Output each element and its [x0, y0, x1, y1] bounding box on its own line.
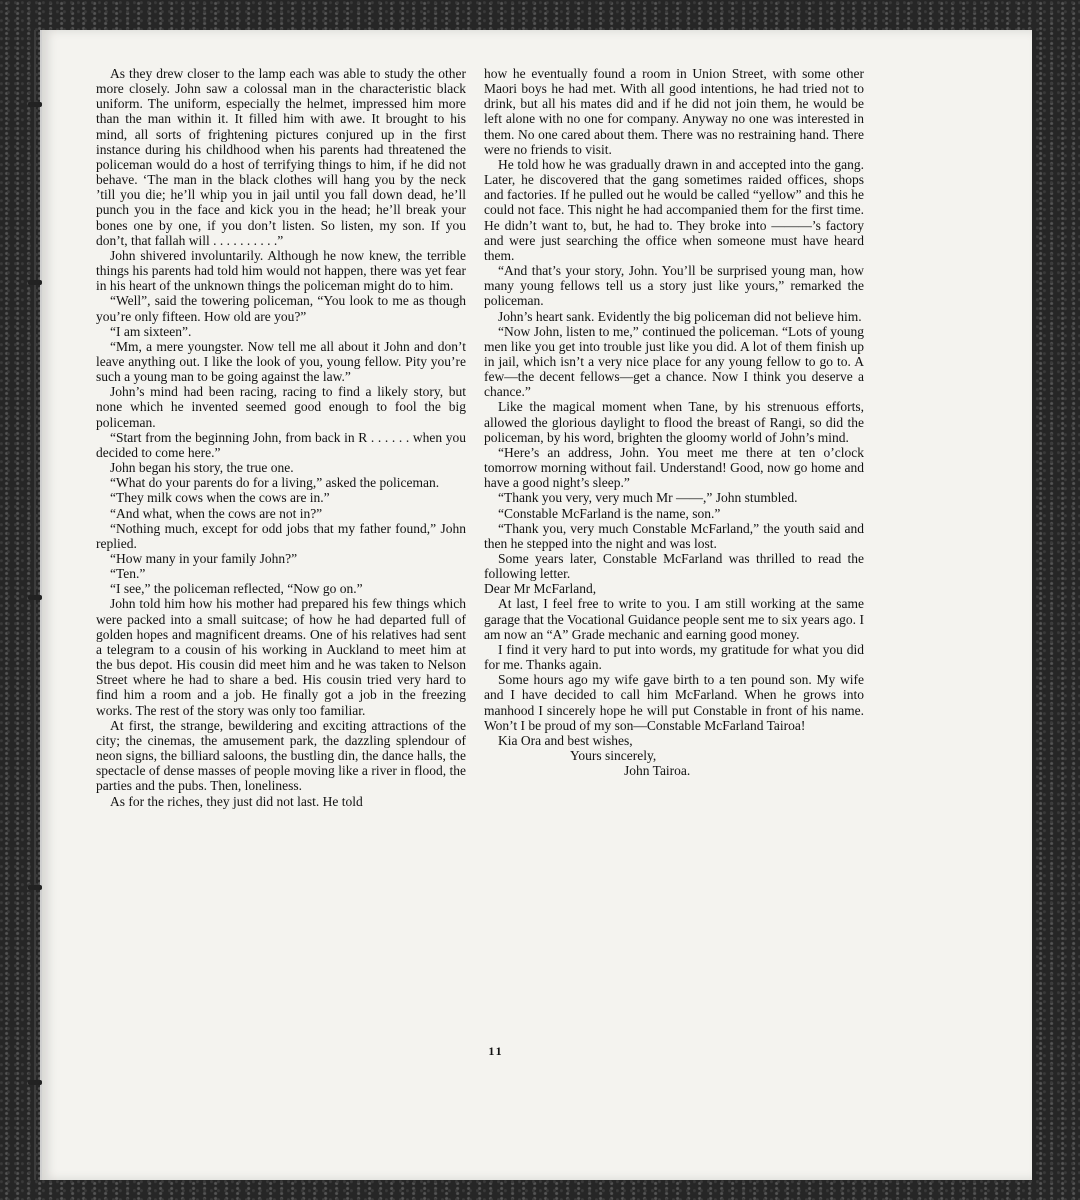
paragraph: “Start from the beginning John, from back in R . . . . . . when you decided to come here.”: [96, 429, 466, 460]
paragraph: “Mm, a mere youngster. Now tell me all about it John and don’t leave anything out. I like the look of you, young fellow. Pity you’re such a young man to be going against the law.”: [96, 338, 466, 385]
paragraph: “Nothing much, except for odd jobs that my father found,” John replied.: [96, 520, 466, 551]
paragraph: “What do your parents do for a living,” asked the policeman.: [110, 475, 440, 491]
letter-paragraph: I find it very hard to put into words, my gratitude for what you did for me. Thanks again.: [484, 641, 864, 673]
paragraph: “Constable McFarland is the name, son.”: [498, 505, 721, 521]
binding-staple: [28, 595, 42, 600]
paragraph: “How many in your family John?”: [110, 551, 298, 566]
paragraph: “And what, when the cows are not in?”: [110, 505, 323, 521]
paragraph: John began his story, the true one.: [110, 460, 294, 476]
paragraph: As for the riches, they just did not last. He told: [110, 793, 363, 809]
paragraph: “Ten.”: [110, 566, 146, 582]
paragraph: As they drew closer to the lamp each was able to study the other more closely. John saw a colossal man in the characteristic black uniform. The uniform, especially the helmet, impressed him more than the man within it. It filled him with awe. It brought to his mind, all sorts of frightening pictures conjured up in the first instance during his childhood when his parents had threatened the policeman would do a host of terrifying things to him, if he did not behave. ‘The man in the black clothes will hang you by the neck ’till you die; he’ll whip you in jail until you fall down dead, he’ll punch you in the face and kick you in the head; he’ll break your bones one by one, if you don’t listen. So listen, my son. If you don’t, that fallah will . . . . . . . . . .”: [96, 66, 466, 248]
paragraph: Like the magical moment when Tane, by his strenuous efforts, allowed the glorious daylight to flood the breast of Rangi, so did the policeman, by his word, brighten the gloomy world of John’s mind.: [484, 399, 864, 445]
paragraph: “Thank you, very much Constable McFarland,” the youth said and then he stepped into the night and was lost.: [484, 520, 864, 551]
letter-signature: John Tairoa.: [624, 763, 691, 779]
letter-paragraph: Kia Ora and best wishes,: [498, 732, 633, 748]
letter-paragraph: Some hours ago my wife gave birth to a ten pound son. My wife and I have decided to call him McFarland. When he grows into manhood I sincerely hope he will put Constable in front of his name. Won’t I be proud of my son—Constable McFarland Tairoa!: [484, 672, 864, 733]
paragraph: He told how he was gradually drawn in and accepted into the gang. Later, he discovered that the gang sometimes raided offices, shops and factories. If he pulled out he would be called “yellow” and this he could not face. This night he had accompanied them for the first time. He didn’t want to, but, he had to. They broke into ———’s factory and were just searching the office when someone must have heard them.: [484, 156, 864, 263]
binding-staple: [28, 102, 42, 107]
paragraph: “Thank you very, very much Mr ——,” John stumbled.: [498, 490, 798, 506]
paragraph: “And that’s your story, John. You’ll be surprised young man, how many young fellows tell us a story just like yours,” remarked the policeman.: [484, 263, 864, 309]
page-number: 11: [488, 1044, 504, 1058]
paragraph: John’s heart sank. Evidently the big policeman did not believe him.: [498, 308, 862, 324]
paragraph: “I see,” the policeman reflected, “Now go on.”: [110, 581, 363, 597]
paragraph: “Well”, said the towering policeman, “You look to me as though you’re only fifteen. How old are you?”: [96, 293, 466, 324]
letter-closing: Yours sincerely,: [570, 748, 657, 764]
right-column: [484, 66, 864, 778]
paragraph: “Here’s an address, John. You meet me there at ten o’clock tomorrow morning without fail. Understand! Good, now go home and have a good night’s sleep.”: [484, 444, 864, 491]
letter-salutation: Dear Mr McFarland,: [484, 581, 597, 597]
binding-staple: [28, 1080, 42, 1085]
paragraph: “They milk cows when the cows are in.”: [110, 490, 330, 506]
paragraph: John shivered involuntarily. Although he now knew, the terrible things his parents had told him would not happen, there was yet fear in his heart of the unknown things the policeman might do to him.: [96, 247, 466, 294]
binding-staple: [28, 885, 42, 890]
paragraph: At first, the strange, bewildering and exciting attractions of the city; the cinemas, the amusement park, the dazzling splendour of neon signs, the billiard saloons, the bustling din, the dance halls, the spectacle of dense masses of people moving like a river in flood, the parties and the pubs. Then, loneliness.: [96, 717, 466, 794]
paragraph: “I am sixteen”.: [110, 323, 192, 339]
binding-spine: [34, 30, 36, 1180]
page-binding: [28, 30, 42, 1180]
letter-paragraph: At last, I feel free to write to you. I am still working at the same garage that the Vocational Guidance people sent me to six years ago. I am now an “A” Grade mechanic and earning good money.: [484, 596, 864, 642]
paragraph: “Now John, listen to me,” continued the policeman. “Lots of young men like you get into trouble just like you did. A lot of them finish up in jail, which isn’t a very nice place for any young fellow to go to. A few—the decent fellows—get a chance. Now I think you deserve a chance.”: [484, 323, 864, 400]
paragraph: Some years later, Constable McFarland was thrilled to read the following letter.: [484, 551, 864, 582]
binding-staple: [28, 280, 42, 285]
paragraph: John told him how his mother had prepared his few things which were packed into a small suitcase; of how he had departed full of golden hopes and magnificent dreams. One of his relatives had sent a telegram to a cousin of his working in Auckland to meet him at the bus depot. His cousin did meet him and he was taken to Nelson Street where he had to share a bed. His cousin tried very hard to find him a room and a job. He finally got a job in the freezing works. The rest of the story was only too familiar.: [96, 596, 466, 718]
paragraph-continuation: how he eventually found a room in Union Street, with some other Maori boys he had met. With all good intentions, he had tried not to drink, but all his mates did and if he did not join them, he would be left alone with no one for company. Anyway no one was interested in them. No one cared about them. There was no restraining hand. There were no friends to visit.: [484, 66, 864, 157]
paragraph: John’s mind had been racing, racing to find a likely story, but none which he invented seemed good enough to fool the big policeman.: [96, 384, 466, 430]
left-column: [96, 66, 466, 809]
